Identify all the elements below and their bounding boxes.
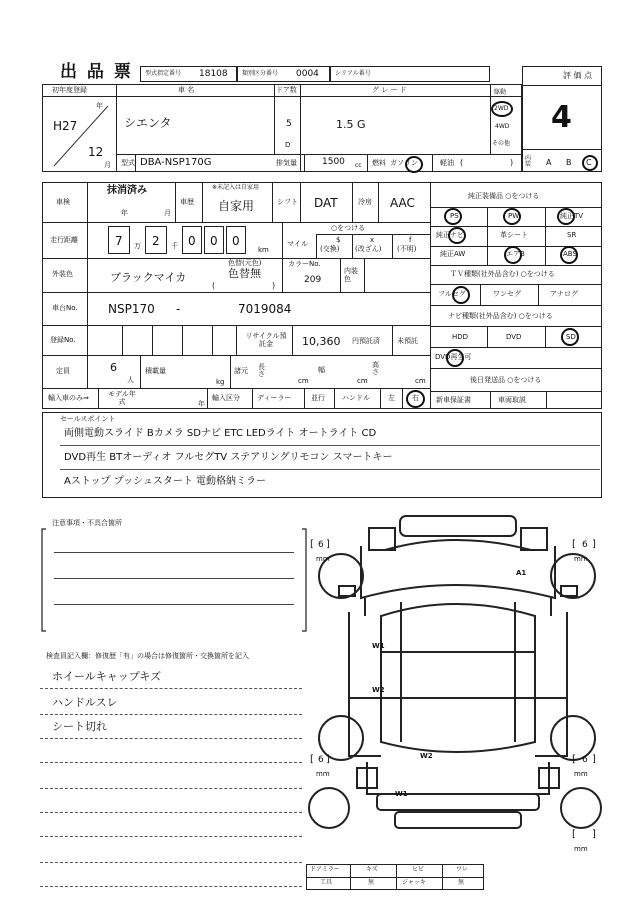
ac-label: 冷房 bbox=[358, 198, 372, 206]
interior-c-circle bbox=[582, 155, 598, 171]
navi-hdd: HDD bbox=[452, 333, 469, 341]
tread-bl: 6 bbox=[318, 755, 324, 765]
inspector-label: 検査員記入欄：修復歴「有」の場合は修復箇所・交換箇所を記入 bbox=[46, 652, 249, 660]
mileage-sen: 千 bbox=[171, 242, 178, 250]
mileage-d3: 0 bbox=[188, 234, 196, 248]
mileage-d1: 7 bbox=[115, 234, 123, 248]
legend-h-3: ヒビ bbox=[412, 866, 425, 873]
cm-1: cm bbox=[298, 377, 309, 385]
class-no: 0004 bbox=[296, 69, 319, 79]
fuel-gasoline-circle bbox=[405, 156, 423, 173]
interior-color-label: 内装色 bbox=[344, 267, 358, 283]
tread-br: 6 bbox=[582, 755, 588, 765]
dvd-play: DVD再生可 bbox=[435, 353, 472, 361]
cm-3: cm bbox=[415, 377, 426, 385]
equip-navi: 純正ナビ bbox=[436, 231, 464, 239]
mark-w1-side: W1 bbox=[372, 642, 385, 650]
chassis-label: 車台No. bbox=[52, 304, 78, 312]
interior-label: 内装 bbox=[525, 155, 532, 168]
equip-tv-circle bbox=[557, 208, 575, 225]
color-no-label: カラーNo. bbox=[288, 260, 321, 268]
drive-label: 駆動 bbox=[494, 89, 507, 96]
year-unit: 年 bbox=[96, 102, 103, 110]
car-diagram bbox=[305, 512, 605, 862]
tread-tr: 6 bbox=[582, 540, 588, 550]
legend-r-2: 無 bbox=[368, 879, 375, 886]
legend-h-1: ドアミラー bbox=[310, 866, 340, 873]
interior-a: A bbox=[546, 158, 552, 167]
fuel-diesel: 軽油 bbox=[440, 159, 454, 167]
fuel-gasoline: ガソリン bbox=[390, 159, 418, 167]
caution-bracket bbox=[40, 527, 310, 637]
sales-points-label: セールスポイント bbox=[60, 415, 116, 423]
recycle-value: 10,360 bbox=[302, 335, 341, 348]
capacity-label: 定員 bbox=[56, 367, 70, 375]
post-manual: 車両取説 bbox=[498, 396, 526, 404]
mileage-box-4 bbox=[204, 226, 224, 254]
equip-airbag: エアB bbox=[506, 250, 525, 258]
dvd-play-circle bbox=[446, 349, 464, 367]
tread-bl-unit: mm bbox=[316, 770, 330, 778]
equip-leather: 革シート bbox=[500, 231, 528, 239]
equip-pw: PW bbox=[508, 212, 520, 220]
mileage-mile: マイル bbox=[287, 240, 308, 248]
interior-c: C bbox=[586, 158, 592, 167]
doors-label: ドア数 bbox=[276, 86, 297, 94]
mileage-km: km bbox=[258, 246, 269, 254]
month-value: 12 bbox=[88, 145, 104, 159]
load-unit: kg bbox=[216, 378, 225, 386]
dimensions-label: 諸元 bbox=[234, 367, 248, 375]
handle-right: 右 bbox=[412, 394, 419, 402]
color-label: 外装色 bbox=[52, 270, 73, 278]
equip-pw-circle bbox=[503, 208, 521, 225]
tread-tr-open: [ bbox=[572, 539, 576, 550]
recycle-label: リサイクル預託金 bbox=[245, 332, 287, 349]
model-value: DBA-NSP170G bbox=[140, 157, 212, 168]
mileage-box-5 bbox=[226, 226, 246, 254]
mileage-man: 万 bbox=[134, 242, 141, 250]
displacement-unit: cc bbox=[355, 162, 362, 169]
mileage-d5: 0 bbox=[232, 234, 240, 248]
tread-br-close: ] bbox=[592, 754, 596, 765]
equip-tv: 純正TV bbox=[560, 212, 584, 220]
inspection-year: 年 bbox=[121, 209, 128, 217]
capacity-unit: 人 bbox=[127, 376, 134, 384]
note-item-1: ホイールキャップキズ bbox=[52, 670, 162, 683]
chassis-prefix: NSP170 bbox=[108, 302, 155, 316]
mileage-opt1: (交換) bbox=[320, 245, 340, 253]
capacity-value: 6 bbox=[110, 361, 117, 374]
load-label: 積載量 bbox=[145, 367, 166, 375]
chassis-dash: - bbox=[176, 302, 181, 316]
tread-tr-close: ] bbox=[592, 539, 596, 550]
legend-r-1: 工具 bbox=[320, 879, 333, 886]
mileage-d2: 2 bbox=[152, 234, 160, 248]
first-reg-label: 初年度登録 bbox=[52, 86, 87, 94]
tread-bl-close: ] bbox=[326, 754, 330, 765]
tread-bl-open: [ bbox=[310, 754, 314, 765]
tv-oneseg: ワンセグ bbox=[493, 290, 521, 298]
month-unit: 月 bbox=[104, 161, 111, 169]
equip-abs: ABS bbox=[563, 250, 577, 258]
history-label: 車歴 bbox=[180, 198, 194, 206]
tread-br-unit: mm bbox=[574, 770, 588, 778]
serial-box bbox=[330, 66, 490, 82]
equip-sr: SR bbox=[567, 231, 577, 239]
import-label: 輸入車のみ⇒ bbox=[48, 394, 89, 402]
equip-ps-circle bbox=[444, 208, 462, 225]
class-label: 類別区分番号 bbox=[242, 70, 279, 77]
shift-label: シフト bbox=[277, 198, 298, 206]
mileage-label: 走行距離 bbox=[50, 236, 78, 244]
tread-spare-close: ] bbox=[592, 829, 596, 840]
equip-aw: 純正AW bbox=[440, 250, 466, 258]
import-class-label: 輸入区分 bbox=[212, 394, 240, 402]
year-slash bbox=[50, 100, 112, 170]
legend-h-4: ワレ bbox=[456, 866, 469, 873]
handle-left: 左 bbox=[388, 394, 395, 402]
import-parallel: 並行 bbox=[311, 394, 325, 402]
form-title: 出 品 票 bbox=[60, 62, 133, 82]
mileage-d4: 0 bbox=[210, 234, 218, 248]
score-label: 評 価 点 bbox=[563, 71, 593, 80]
history-note: ※未記入は自家用 bbox=[212, 184, 260, 191]
sales-line-3: Aストップ プッシュスタート 電動格納ミラー bbox=[64, 476, 266, 487]
displacement-label: 排気量 bbox=[276, 159, 297, 167]
drive-2wd: 2WD bbox=[494, 105, 509, 112]
grade-label: グ レ ー ド bbox=[372, 86, 407, 94]
history-value: 自家用 bbox=[218, 199, 255, 213]
post-warranty: 新車保証書 bbox=[436, 396, 471, 404]
tread-tl-close: ] bbox=[326, 539, 330, 550]
model-year-unit: 年 bbox=[198, 400, 205, 408]
color-no-value: 209 bbox=[304, 275, 322, 285]
displacement-value: 1500 bbox=[322, 157, 345, 167]
cm-2: cm bbox=[357, 377, 368, 385]
serial-label: シリアル番号 bbox=[335, 70, 371, 77]
equipment-title: 純正装備品 ○をつける bbox=[468, 192, 540, 200]
mark-w1-rear: W1 bbox=[395, 790, 408, 798]
legend-h-2: キズ bbox=[366, 866, 378, 873]
inspection-value: 抹消済み bbox=[107, 185, 147, 196]
sales-line-1: 両側電動スライド Bカメラ SDナビ ETC LEDライト オートライト CD bbox=[64, 428, 377, 439]
tread-br-open: [ bbox=[572, 754, 576, 765]
equip-navi-circle bbox=[448, 227, 466, 244]
legend-r-4: 無 bbox=[458, 879, 465, 886]
recycle-unit: 円預託済 bbox=[352, 337, 380, 345]
tv-fullseg: フルセグ bbox=[438, 290, 466, 298]
mark-w2-side: W2 bbox=[372, 686, 385, 694]
doors-value: 5 bbox=[286, 119, 292, 129]
name-label: 車 名 bbox=[178, 86, 195, 94]
doors-sub: D bbox=[285, 141, 291, 149]
tread-spare-open: [ bbox=[572, 829, 576, 840]
length-label: 長さ bbox=[258, 363, 265, 378]
repaint-label: 色替(元色) bbox=[228, 259, 262, 267]
tread-tl: 6 bbox=[318, 540, 324, 550]
drive-4wd: 4WD bbox=[495, 123, 510, 130]
mark-a1: A1 bbox=[516, 569, 527, 577]
drive-other: その他 bbox=[492, 140, 511, 147]
tv-fullseg-circle bbox=[452, 286, 470, 304]
note-item-3: シート切れ bbox=[52, 720, 107, 733]
mileage-opt3: (不明) bbox=[397, 245, 417, 253]
repaint-paren-close: ) bbox=[272, 281, 276, 290]
handle-label: ハンドル bbox=[342, 394, 370, 402]
mileage-box-1 bbox=[108, 226, 130, 254]
mark-w2-rear: W2 bbox=[420, 752, 433, 760]
note-item-2: ハンドルスレ bbox=[52, 696, 118, 709]
navi-sd-circle bbox=[561, 328, 579, 346]
width-label: 幅 bbox=[318, 366, 325, 374]
fuel-other-close: ) bbox=[510, 158, 514, 167]
type-cert-no: 18108 bbox=[199, 69, 228, 79]
tread-tr-unit: mm bbox=[574, 555, 588, 563]
mileage-opt3-top: f bbox=[409, 236, 412, 244]
score-value: 4 bbox=[551, 100, 572, 135]
tv-title: ＴＶ種類(社外品含む) ○をつける bbox=[450, 270, 555, 278]
tread-tl-unit: mm bbox=[316, 555, 330, 563]
color-value: ブラックマイカ bbox=[110, 271, 187, 284]
mileage-box-2 bbox=[145, 226, 167, 254]
type-cert-label: 型式指定番号 bbox=[145, 70, 182, 77]
class-no-box bbox=[237, 66, 330, 82]
mileage-circle-note: ○をつける bbox=[331, 224, 366, 232]
recycle-unpaid: 未預託 bbox=[397, 337, 418, 345]
drive-2wd-circle bbox=[491, 101, 513, 117]
inspection-label: 車検 bbox=[56, 198, 70, 206]
tread-tl-open: [ bbox=[310, 539, 314, 550]
navi-sd: SD bbox=[566, 333, 576, 341]
handle-right-circle bbox=[406, 390, 425, 408]
ac-value: AAC bbox=[390, 196, 415, 210]
model-year-label: モデル年式 bbox=[108, 390, 136, 406]
equip-ps: PS bbox=[450, 212, 459, 220]
shift-value: DAT bbox=[314, 196, 338, 210]
height-label: 高さ bbox=[372, 361, 379, 376]
interior-b: B bbox=[566, 158, 572, 167]
tv-analog: アナログ bbox=[550, 290, 578, 298]
caution-label: 注意事項・不具合箇所 bbox=[52, 519, 122, 527]
post-title: 後日発送品 ○をつける bbox=[470, 376, 542, 384]
navi-dvd: DVD bbox=[506, 333, 522, 341]
chassis-no: 7019084 bbox=[238, 302, 292, 316]
mileage-opt2: (改ざん) bbox=[355, 245, 382, 253]
mileage-opt1-top: $ bbox=[336, 236, 341, 244]
model-label: 型式 bbox=[121, 159, 135, 167]
fuel-other-open: ( bbox=[460, 158, 464, 167]
equip-abs-circle bbox=[560, 246, 578, 264]
sales-line-2: DVD再生 BTオーディオ フルセグTV ステアリングリモコン スマートキー bbox=[64, 452, 393, 463]
tread-spare-unit: mm bbox=[574, 845, 588, 853]
import-dealer: ディーラー bbox=[257, 394, 292, 402]
mileage-opt2-top: x bbox=[370, 236, 375, 244]
vehicle-name: シエンタ bbox=[124, 116, 172, 130]
repaint-value: 色替無 bbox=[228, 267, 261, 280]
grade-value: 1.5 G bbox=[336, 118, 366, 131]
mileage-box-3 bbox=[182, 226, 202, 254]
fuel-label: 燃料 bbox=[372, 159, 386, 167]
year-era: H27 bbox=[53, 119, 78, 133]
legend-r-3: ジャッキ bbox=[402, 879, 426, 886]
reg-no-label: 登録No. bbox=[50, 336, 76, 344]
navi-title: ナビ種類(社外品含む) ○をつける bbox=[448, 312, 553, 320]
inspection-month: 月 bbox=[164, 209, 171, 217]
equip-airbag-circle bbox=[504, 246, 522, 264]
repaint-paren-open: ( bbox=[212, 281, 216, 290]
type-cert-box bbox=[140, 66, 237, 82]
